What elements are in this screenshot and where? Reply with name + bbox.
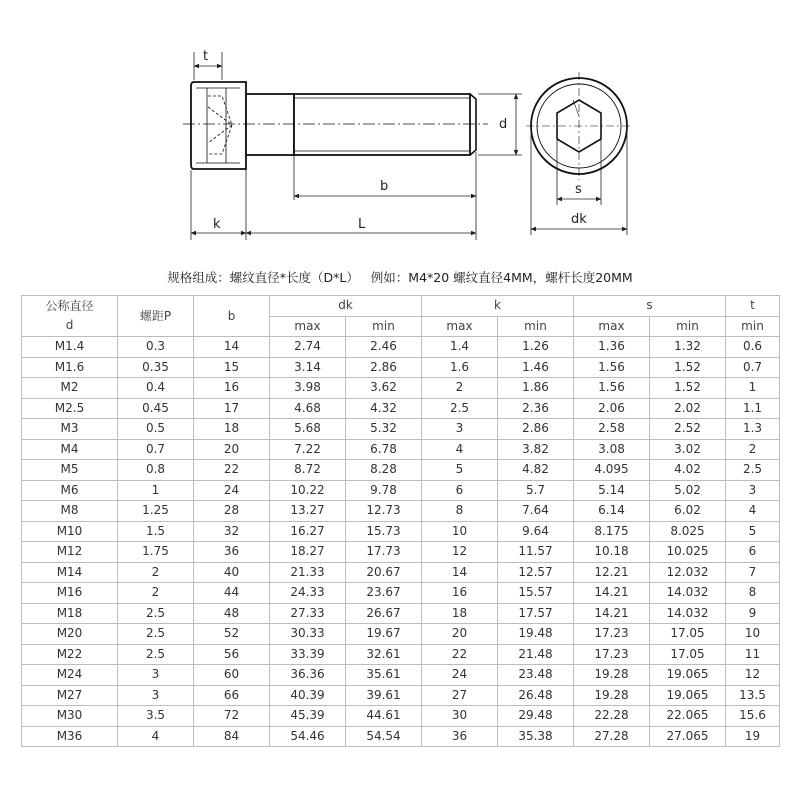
cell-pitch: 0.35 bbox=[118, 357, 194, 378]
cell-s-min: 5.02 bbox=[650, 480, 726, 501]
cell-k-max: 2.5 bbox=[422, 398, 498, 419]
cell-s-max: 19.28 bbox=[574, 665, 650, 686]
cell-dk-max: 16.27 bbox=[270, 521, 346, 542]
cell-k-max: 36 bbox=[422, 726, 498, 747]
cell-b: 66 bbox=[194, 685, 270, 706]
cell-k-min: 1.46 bbox=[498, 357, 574, 378]
header-nominal-diameter-symbol: d bbox=[65, 318, 74, 332]
cell-t-min: 1 bbox=[726, 378, 780, 399]
cell-s-min: 6.02 bbox=[650, 501, 726, 522]
spec-caption: 规格组成：螺纹直径*长度（D*L） 例如：M4*20 螺纹直径4MM，螺杆长度20MM bbox=[167, 270, 633, 285]
cell-k-min: 29.48 bbox=[498, 706, 574, 727]
table-row bbox=[22, 644, 780, 665]
cell-size: M27 bbox=[22, 685, 118, 706]
bolt-thread bbox=[294, 94, 470, 155]
table-row bbox=[22, 583, 780, 604]
cell-dk-max: 8.72 bbox=[270, 460, 346, 481]
cell-t-min: 3 bbox=[726, 480, 780, 501]
cell-pitch: 1.5 bbox=[118, 521, 194, 542]
cell-size: M3 bbox=[22, 419, 118, 440]
cell-k-min: 11.57 bbox=[498, 542, 574, 563]
cell-size: M20 bbox=[22, 624, 118, 645]
cell-pitch: 2.5 bbox=[118, 624, 194, 645]
cell-t-min: 0.6 bbox=[726, 337, 780, 358]
cell-size: M14 bbox=[22, 562, 118, 583]
cell-pitch: 0.45 bbox=[118, 398, 194, 419]
cell-pitch: 2.5 bbox=[118, 603, 194, 624]
cell-dk-min: 17.73 bbox=[346, 542, 422, 563]
cell-dk-max: 24.33 bbox=[270, 583, 346, 604]
cell-pitch: 0.8 bbox=[118, 460, 194, 481]
dim-label-d: d bbox=[499, 117, 508, 132]
cell-size: M4 bbox=[22, 439, 118, 460]
cell-t-min: 11 bbox=[726, 644, 780, 665]
cell-b: 22 bbox=[194, 460, 270, 481]
cell-t-min: 9 bbox=[726, 603, 780, 624]
cell-b: 36 bbox=[194, 542, 270, 563]
cell-dk-max: 27.33 bbox=[270, 603, 346, 624]
cell-k-max: 1.4 bbox=[422, 337, 498, 358]
cell-b: 28 bbox=[194, 501, 270, 522]
header-pitch: 螺距P bbox=[118, 296, 194, 337]
header-t-min: min bbox=[726, 316, 780, 337]
cell-dk-min: 8.28 bbox=[346, 460, 422, 481]
header-nominal-diameter-label: 公称直径 bbox=[45, 299, 94, 313]
cell-dk-min: 12.73 bbox=[346, 501, 422, 522]
cell-dk-min: 35.61 bbox=[346, 665, 422, 686]
cell-k-max: 24 bbox=[422, 665, 498, 686]
cell-s-max: 2.58 bbox=[574, 419, 650, 440]
cell-s-max: 27.28 bbox=[574, 726, 650, 747]
cell-k-max: 2 bbox=[422, 378, 498, 399]
cell-s-max: 22.28 bbox=[574, 706, 650, 727]
cell-s-min: 17.05 bbox=[650, 644, 726, 665]
cell-pitch: 0.7 bbox=[118, 439, 194, 460]
cell-k-min: 9.64 bbox=[498, 521, 574, 542]
cell-size: M36 bbox=[22, 726, 118, 747]
cell-k-min: 3.82 bbox=[498, 439, 574, 460]
header-nominal-diameter bbox=[22, 296, 118, 337]
table-row bbox=[22, 685, 780, 706]
cell-b: 16 bbox=[194, 378, 270, 399]
cell-dk-min: 5.32 bbox=[346, 419, 422, 440]
cell-dk-max: 3.14 bbox=[270, 357, 346, 378]
cell-pitch: 3 bbox=[118, 665, 194, 686]
cell-s-min: 4.02 bbox=[650, 460, 726, 481]
cell-k-max: 18 bbox=[422, 603, 498, 624]
cell-size: M18 bbox=[22, 603, 118, 624]
cell-k-max: 22 bbox=[422, 644, 498, 665]
cell-s-min: 14.032 bbox=[650, 583, 726, 604]
cell-dk-max: 21.33 bbox=[270, 562, 346, 583]
cell-dk-min: 32.61 bbox=[346, 644, 422, 665]
cell-k-max: 27 bbox=[422, 685, 498, 706]
bolt-head bbox=[191, 82, 246, 169]
cell-s-min: 10.025 bbox=[650, 542, 726, 563]
cell-t-min: 19 bbox=[726, 726, 780, 747]
cell-t-min: 4 bbox=[726, 501, 780, 522]
cell-s-min: 2.02 bbox=[650, 398, 726, 419]
table-row bbox=[22, 726, 780, 747]
cell-k-max: 1.6 bbox=[422, 357, 498, 378]
cell-pitch: 3.5 bbox=[118, 706, 194, 727]
cell-size: M22 bbox=[22, 644, 118, 665]
cell-k-max: 12 bbox=[422, 542, 498, 563]
cell-b: 72 bbox=[194, 706, 270, 727]
cell-b: 14 bbox=[194, 337, 270, 358]
header-dk-max: max bbox=[270, 316, 346, 337]
cell-k-min: 15.57 bbox=[498, 583, 574, 604]
cell-size: M16 bbox=[22, 583, 118, 604]
cell-pitch: 1.75 bbox=[118, 542, 194, 563]
table-row bbox=[22, 706, 780, 727]
cell-s-max: 17.23 bbox=[574, 624, 650, 645]
header-k-max: max bbox=[422, 316, 498, 337]
cell-dk-max: 45.39 bbox=[270, 706, 346, 727]
cell-s-min: 1.52 bbox=[650, 357, 726, 378]
dim-label-b: b bbox=[380, 179, 389, 194]
cell-size: M5 bbox=[22, 460, 118, 481]
bolt-shank bbox=[246, 94, 294, 155]
table-row bbox=[22, 501, 780, 522]
cell-pitch: 0.4 bbox=[118, 378, 194, 399]
table-row bbox=[22, 419, 780, 440]
header-b: b bbox=[194, 296, 270, 337]
cell-k-min: 1.86 bbox=[498, 378, 574, 399]
cell-t-min: 7 bbox=[726, 562, 780, 583]
cell-s-min: 27.065 bbox=[650, 726, 726, 747]
spec-table bbox=[21, 295, 780, 747]
cell-k-min: 5.7 bbox=[498, 480, 574, 501]
dim-label-t: t bbox=[203, 49, 209, 64]
cell-s-max: 10.18 bbox=[574, 542, 650, 563]
cell-b: 20 bbox=[194, 439, 270, 460]
cell-s-max: 6.14 bbox=[574, 501, 650, 522]
cell-s-min: 3.02 bbox=[650, 439, 726, 460]
cell-t-min: 10 bbox=[726, 624, 780, 645]
dim-label-dk: dk bbox=[571, 212, 587, 227]
cell-b: 32 bbox=[194, 521, 270, 542]
cell-k-min: 19.48 bbox=[498, 624, 574, 645]
table-row bbox=[22, 439, 780, 460]
table-row bbox=[22, 378, 780, 399]
cell-dk-min: 3.62 bbox=[346, 378, 422, 399]
cell-s-max: 17.23 bbox=[574, 644, 650, 665]
cell-size: M10 bbox=[22, 521, 118, 542]
cell-b: 40 bbox=[194, 562, 270, 583]
header-k: k bbox=[422, 296, 574, 317]
cell-k-max: 3 bbox=[422, 419, 498, 440]
cell-t-min: 6 bbox=[726, 542, 780, 563]
cell-dk-max: 2.74 bbox=[270, 337, 346, 358]
cell-k-min: 17.57 bbox=[498, 603, 574, 624]
cell-b: 44 bbox=[194, 583, 270, 604]
cell-k-min: 23.48 bbox=[498, 665, 574, 686]
cell-t-min: 1.1 bbox=[726, 398, 780, 419]
cell-pitch: 1.25 bbox=[118, 501, 194, 522]
bolt-side-view bbox=[183, 82, 488, 169]
cell-k-min: 1.26 bbox=[498, 337, 574, 358]
table-row bbox=[22, 542, 780, 563]
cell-dk-min: 19.67 bbox=[346, 624, 422, 645]
cell-s-max: 2.06 bbox=[574, 398, 650, 419]
cell-s-min: 14.032 bbox=[650, 603, 726, 624]
cell-s-min: 19.065 bbox=[650, 685, 726, 706]
cell-dk-max: 36.36 bbox=[270, 665, 346, 686]
cell-dk-max: 7.22 bbox=[270, 439, 346, 460]
cell-k-min: 4.82 bbox=[498, 460, 574, 481]
dim-label-L: L bbox=[358, 217, 366, 232]
cell-dk-max: 18.27 bbox=[270, 542, 346, 563]
header-s: s bbox=[574, 296, 726, 317]
cell-size: M30 bbox=[22, 706, 118, 727]
cell-s-min: 19.065 bbox=[650, 665, 726, 686]
cell-pitch: 4 bbox=[118, 726, 194, 747]
cell-dk-min: 2.86 bbox=[346, 357, 422, 378]
cell-size: M1.4 bbox=[22, 337, 118, 358]
table-row bbox=[22, 521, 780, 542]
cell-b: 17 bbox=[194, 398, 270, 419]
cell-t-min: 12 bbox=[726, 665, 780, 686]
cell-size: M2 bbox=[22, 378, 118, 399]
cell-dk-max: 30.33 bbox=[270, 624, 346, 645]
cell-t-min: 8 bbox=[726, 583, 780, 604]
cell-s-max: 8.175 bbox=[574, 521, 650, 542]
cell-k-min: 2.86 bbox=[498, 419, 574, 440]
header-dk: dk bbox=[270, 296, 422, 317]
cell-dk-min: 4.32 bbox=[346, 398, 422, 419]
cell-k-max: 8 bbox=[422, 501, 498, 522]
cell-dk-min: 9.78 bbox=[346, 480, 422, 501]
cell-t-min: 1.3 bbox=[726, 419, 780, 440]
cell-b: 48 bbox=[194, 603, 270, 624]
cell-b: 84 bbox=[194, 726, 270, 747]
spec-table-body bbox=[22, 337, 780, 747]
cell-k-min: 2.36 bbox=[498, 398, 574, 419]
cell-k-min: 21.48 bbox=[498, 644, 574, 665]
cell-dk-min: 20.67 bbox=[346, 562, 422, 583]
cell-s-max: 1.56 bbox=[574, 357, 650, 378]
cell-size: M6 bbox=[22, 480, 118, 501]
cell-pitch: 2 bbox=[118, 562, 194, 583]
cell-s-max: 14.21 bbox=[574, 583, 650, 604]
cell-dk-max: 33.39 bbox=[270, 644, 346, 665]
cell-t-min: 2.5 bbox=[726, 460, 780, 481]
cell-t-min: 15.6 bbox=[726, 706, 780, 727]
table-row bbox=[22, 665, 780, 686]
table-row bbox=[22, 480, 780, 501]
cell-dk-max: 40.39 bbox=[270, 685, 346, 706]
cell-size: M2.5 bbox=[22, 398, 118, 419]
cell-k-max: 4 bbox=[422, 439, 498, 460]
cell-s-min: 2.52 bbox=[650, 419, 726, 440]
cell-dk-min: 26.67 bbox=[346, 603, 422, 624]
bolt-technical-drawing bbox=[0, 0, 800, 262]
cell-s-min: 12.032 bbox=[650, 562, 726, 583]
cell-b: 18 bbox=[194, 419, 270, 440]
cell-s-max: 3.08 bbox=[574, 439, 650, 460]
cell-size: M1.6 bbox=[22, 357, 118, 378]
cell-dk-min: 44.61 bbox=[346, 706, 422, 727]
cell-pitch: 2.5 bbox=[118, 644, 194, 665]
table-row bbox=[22, 398, 780, 419]
cell-s-min: 1.52 bbox=[650, 378, 726, 399]
header-s-min: min bbox=[650, 316, 726, 337]
cell-dk-min: 15.73 bbox=[346, 521, 422, 542]
cell-pitch: 0.5 bbox=[118, 419, 194, 440]
cell-k-max: 5 bbox=[422, 460, 498, 481]
bolt-end-view bbox=[526, 72, 632, 180]
cell-s-max: 14.21 bbox=[574, 603, 650, 624]
dim-label-k: k bbox=[213, 217, 221, 232]
cell-s-max: 5.14 bbox=[574, 480, 650, 501]
cell-k-min: 12.57 bbox=[498, 562, 574, 583]
cell-s-min: 17.05 bbox=[650, 624, 726, 645]
dim-label-s: s bbox=[575, 182, 582, 197]
cell-dk-max: 4.68 bbox=[270, 398, 346, 419]
cell-dk-max: 10.22 bbox=[270, 480, 346, 501]
cell-size: M12 bbox=[22, 542, 118, 563]
cell-size: M24 bbox=[22, 665, 118, 686]
cell-size: M8 bbox=[22, 501, 118, 522]
cell-b: 15 bbox=[194, 357, 270, 378]
cell-k-max: 30 bbox=[422, 706, 498, 727]
cell-dk-min: 2.46 bbox=[346, 337, 422, 358]
cell-s-max: 4.095 bbox=[574, 460, 650, 481]
cell-s-min: 22.065 bbox=[650, 706, 726, 727]
cell-dk-min: 23.67 bbox=[346, 583, 422, 604]
table-row bbox=[22, 337, 780, 358]
cell-dk-max: 5.68 bbox=[270, 419, 346, 440]
cell-s-max: 1.56 bbox=[574, 378, 650, 399]
cell-t-min: 0.7 bbox=[726, 357, 780, 378]
header-s-max: max bbox=[574, 316, 650, 337]
cell-k-min: 26.48 bbox=[498, 685, 574, 706]
table-row bbox=[22, 624, 780, 645]
cell-pitch: 0.3 bbox=[118, 337, 194, 358]
table-row bbox=[22, 562, 780, 583]
header-t: t bbox=[726, 296, 780, 317]
header-dk-min: min bbox=[346, 316, 422, 337]
cell-t-min: 5 bbox=[726, 521, 780, 542]
cell-s-min: 1.32 bbox=[650, 337, 726, 358]
cell-s-min: 8.025 bbox=[650, 521, 726, 542]
spec-table-header bbox=[22, 296, 780, 337]
cell-dk-min: 54.54 bbox=[346, 726, 422, 747]
cell-pitch: 3 bbox=[118, 685, 194, 706]
cell-k-min: 7.64 bbox=[498, 501, 574, 522]
cell-k-max: 14 bbox=[422, 562, 498, 583]
cell-k-max: 6 bbox=[422, 480, 498, 501]
cell-dk-max: 54.46 bbox=[270, 726, 346, 747]
table-row bbox=[22, 460, 780, 481]
cell-pitch: 2 bbox=[118, 583, 194, 604]
cell-k-min: 35.38 bbox=[498, 726, 574, 747]
cell-k-max: 10 bbox=[422, 521, 498, 542]
cell-b: 60 bbox=[194, 665, 270, 686]
cell-t-min: 2 bbox=[726, 439, 780, 460]
cell-dk-min: 39.61 bbox=[346, 685, 422, 706]
cell-dk-max: 3.98 bbox=[270, 378, 346, 399]
header-k-min: min bbox=[498, 316, 574, 337]
cell-b: 56 bbox=[194, 644, 270, 665]
cell-pitch: 1 bbox=[118, 480, 194, 501]
cell-t-min: 13.5 bbox=[726, 685, 780, 706]
cell-s-max: 1.36 bbox=[574, 337, 650, 358]
cell-b: 24 bbox=[194, 480, 270, 501]
cell-k-max: 16 bbox=[422, 583, 498, 604]
cell-b: 52 bbox=[194, 624, 270, 645]
table-row bbox=[22, 603, 780, 624]
cell-k-max: 20 bbox=[422, 624, 498, 645]
table-row bbox=[22, 357, 780, 378]
cell-dk-max: 13.27 bbox=[270, 501, 346, 522]
cell-dk-min: 6.78 bbox=[346, 439, 422, 460]
cell-s-max: 12.21 bbox=[574, 562, 650, 583]
cell-s-max: 19.28 bbox=[574, 685, 650, 706]
